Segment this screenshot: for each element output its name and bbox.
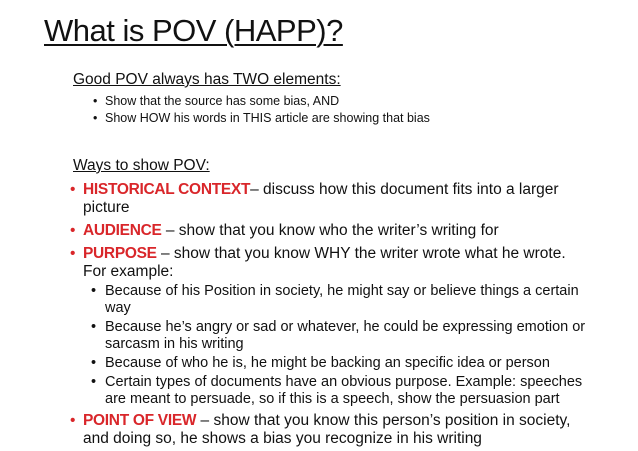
purpose-example-item: • Because of who he is, he might be backing an specific idea or person (91, 355, 590, 372)
purpose-example-item: • Because of his Position in society, he might say or believe things a certain way (91, 283, 590, 317)
way-description: – show that you know this person’s position in society, and doing so, he shows a bias you recognize in his writing (83, 412, 571, 447)
keyword-audience: AUDIENCE (83, 222, 162, 239)
way-item-historical-context (70, 181, 590, 217)
ways-heading-text: Ways to show POV: (73, 157, 210, 174)
ways-list (70, 181, 590, 448)
good-pov-heading (73, 71, 341, 89)
keyword-point-of-view: POINT OF VIEW (83, 412, 197, 429)
way-description: – discuss how this document fits into a larger picture (83, 181, 559, 216)
purpose-examples-list (91, 283, 590, 408)
keyword-purpose: PURPOSE (83, 245, 157, 262)
good-pov-list (93, 93, 430, 127)
way-item-audience (70, 222, 590, 240)
keyword-historical-context: HISTORICAL CONTEXT (83, 181, 251, 198)
good-pov-item: • Show HOW his words in THIS article are showing that bias (93, 110, 430, 127)
way-item-point-of-view (70, 412, 590, 448)
purpose-example-item: • Because he’s angry or sad or whatever, he could be expressing emotion or sarcasm in his writing (91, 319, 590, 353)
way-description: – show that you know who the writer’s writing for (161, 222, 499, 239)
good-pov-item: • Show that the source has some bias, AND (93, 93, 430, 110)
good-pov-heading-text: Good POV always has TWO elements: (73, 71, 341, 88)
way-item-purpose (70, 245, 590, 408)
way-description: – show that you know WHY the writer wrote what he wrote. For example: (83, 245, 566, 280)
ways-heading (73, 157, 210, 175)
slide-title: What is POV (HAPP)? (44, 13, 343, 48)
purpose-example-item: • Certain types of documents have an obvious purpose. Example: speeches are meant to persuade, so if this is a speech, show the persuasion part (91, 374, 590, 408)
